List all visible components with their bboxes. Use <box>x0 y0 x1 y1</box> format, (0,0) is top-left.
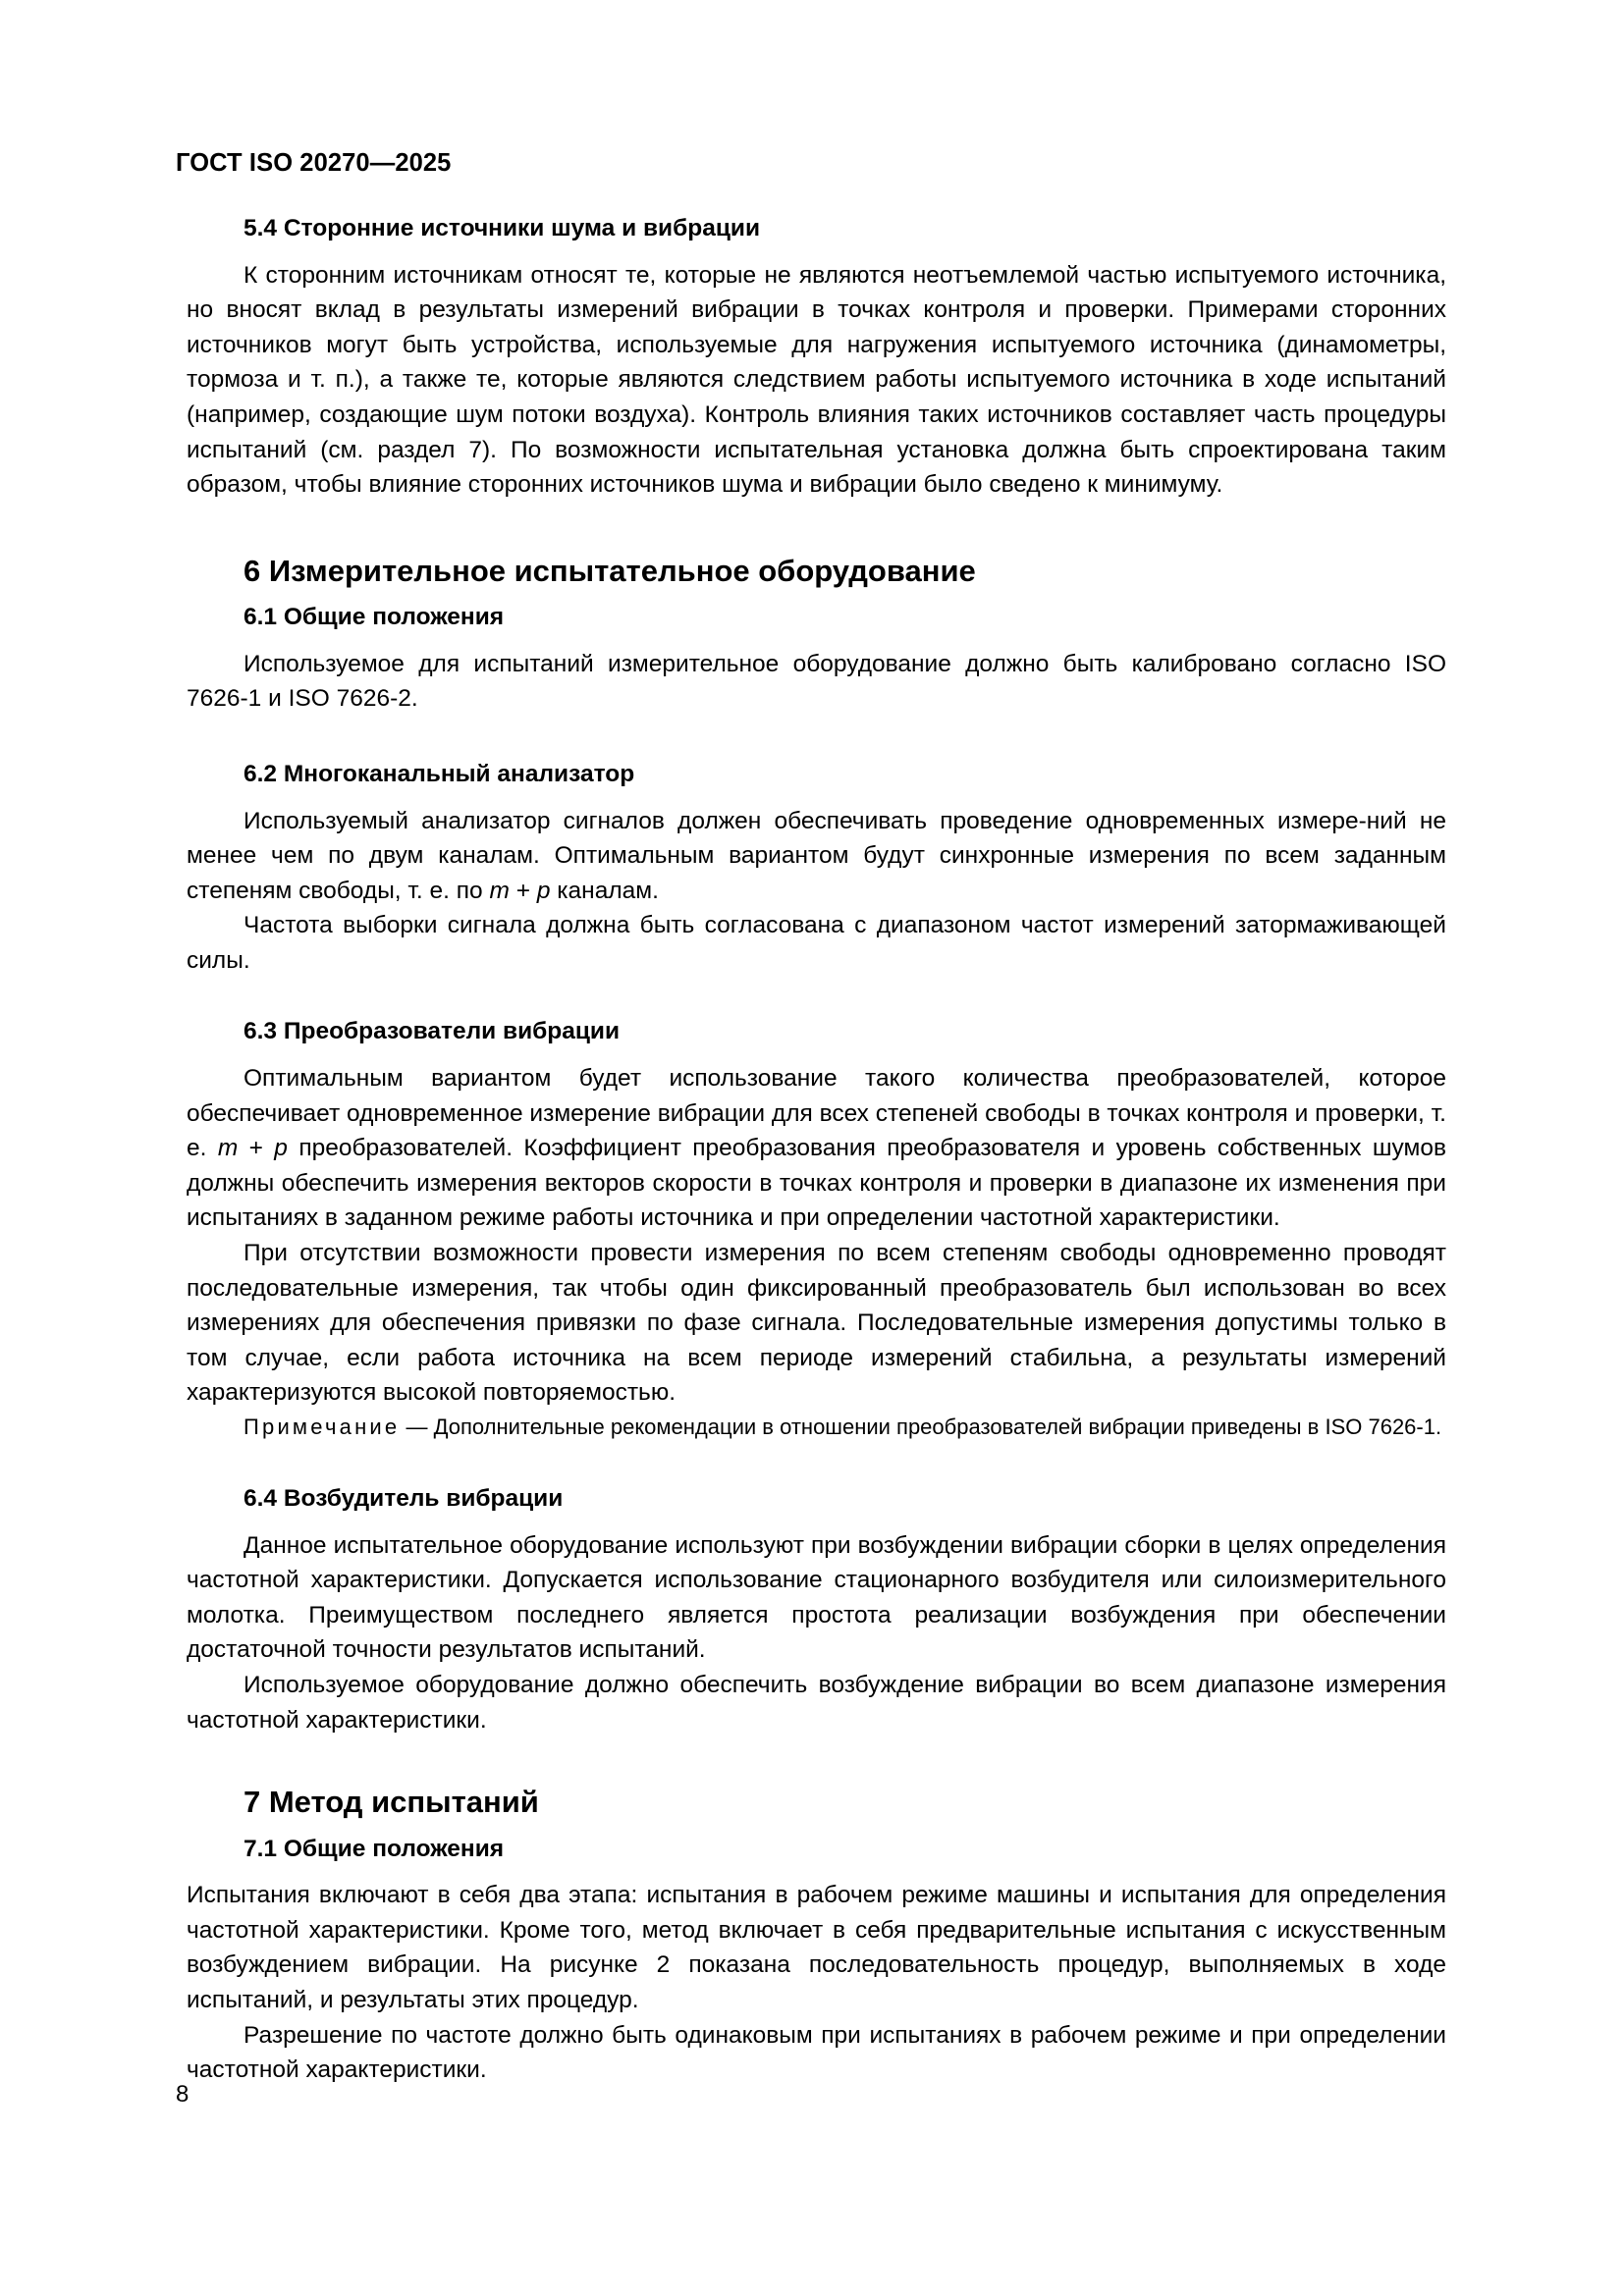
symbol-p: p <box>536 877 551 904</box>
paragraph-6-2-1 <box>187 804 1446 909</box>
heading-6: 6 Измерительное испытательное оборудование <box>244 553 976 588</box>
symbol-m: m <box>217 1135 239 1162</box>
paragraph-6-3-2: При отсутствии возможности провести измерения по всем степеням свободы одновременно проводят последовательные измерения, так чтобы один фиксированный преобразователь был использован во всех измерениях для обеспечения привязки по фазе сигнала. Последовательные измерения допустимы только в том случае, если работа источника на всем периоде измерений стабильна, а результаты измерений характеризуются высокой повторяемостью. <box>187 1240 1446 1407</box>
page-number: 8 <box>176 2081 189 2108</box>
symbol-plus: + <box>238 1135 275 1162</box>
page-content <box>187 214 1446 2088</box>
paragraph-6-2-2: Частота выборки сигнала должна быть согласована с диапазоном частот измерений затормаживающей силы. <box>187 912 1446 974</box>
paragraph-6-4-2: Используемое оборудование должно обеспечить возбуждение вибрации во всем диапазоне измерения частотной характеристики. <box>187 1672 1446 1734</box>
heading-6-3: 6.3 Преобразователи вибрации <box>244 1018 621 1045</box>
symbol-m: m <box>489 877 510 904</box>
note-label: Примечание <box>244 1415 401 1440</box>
paragraph-6-2-1-text-b: каналам. <box>550 877 659 904</box>
paragraph-6-3-1-text-a: Оптимальным вариантом будет использование такого количества преобразователей, которое обеспечивает одновременное измерение вибрации для всех степеней свободы в точках контроля и проверки, т. е. <box>187 1065 1446 1162</box>
note-6-3 <box>187 1411 1446 1443</box>
paragraph-7-1-2: Разрешение по частоте должно быть одинаковым при испытаниях в рабочем режиме и при определении частотной характеристики. <box>187 2021 1446 2084</box>
note-dash: — <box>400 1415 434 1440</box>
heading-6-2: 6.2 Многоканальный анализатор <box>244 760 635 787</box>
page-header: ГОСТ ISO 20270—2025 <box>176 149 452 177</box>
heading-6-4: 6.4 Возбудитель вибрации <box>244 1485 564 1513</box>
paragraph-7-1-1: Испытания включают в себя два этапа: испытания в рабочем режиме машины и испытания для определения частотной характеристики. Кроме того, метод включает в себя предварительные испытания с искусственным возбуждением вибрации. На рисунке 2 показана последовательность процедур, выполняемых в ходе испытаний, и результаты этих процедур. <box>187 1882 1446 2013</box>
paragraph-6-3-1 <box>187 1061 1446 1236</box>
heading-5-4: 5.4 Сторонние источники шума и вибрации <box>244 215 761 241</box>
paragraph-5-4-1: К сторонним источникам относят те, которые не являются неотъемлемой частью испытуемого источника, но вносят вклад в результаты измерений вибрации в точках контроля и проверки. Примерами сторонних источников могут быть устройства, используемые для нагружения испытуемого источника (динамометры, тормоза и т. п.), а также те, которые являются следствием работы испытуемого источника в ходе испытаний (например, создающие шум потоки воздуха). Контроль влияния таких источников составляет часть процедуры испытаний (см. раздел 7). По возможности испытательная установка должна быть спроектирована таким образом, чтобы влияние сторонних источников шума и вибрации было сведено к минимуму. <box>187 261 1446 499</box>
paragraph-6-1-1: Используемое для испытаний измерительное оборудование должно быть калибровано согласно ISO 7626-1 и ISO 7626-2. <box>187 650 1446 713</box>
heading-7-1: 7.1 Общие положения <box>244 1835 505 1862</box>
symbol-plus: + <box>509 877 537 904</box>
paragraph-6-4-1: Данное испытательное оборудование используют при возбуждении вибрации сборки в целях определения частотной характеристики. Допускается использование стационарного возбудителя или силоизмерительного молотка. Преимуществом последнего является простота реализации возбуждения при обеспечении достаточной точности результатов испытаний. <box>187 1531 1446 1664</box>
heading-7: 7 Метод испытаний <box>244 1785 539 1820</box>
heading-6-1: 6.1 Общие положения <box>244 604 505 631</box>
paragraph-6-2-1-text-a: Используемый анализатор сигналов должен обеспечивать проведение одновременных измере-ний не менее чем по двум каналам. Оптимальным вариантом будут синхронные измерения по всем заданным степеням свободы, т. е. по <box>187 807 1446 904</box>
paragraph-6-3-1-text-b: преобразователей. Коэффициент преобразования преобразователя и уровень собственных шумов должны обеспечить измерения векторов скорости в точках контроля и проверки в диапазоне их изменения при испытаниях в заданном режиме работы источника и при определении частотной характеристики. <box>187 1135 1446 1232</box>
symbol-p: p <box>274 1135 288 1162</box>
note-text: Дополнительные рекомендации в отношении преобразователей вибрации приведены в ISO 7626-1. <box>433 1415 1442 1440</box>
